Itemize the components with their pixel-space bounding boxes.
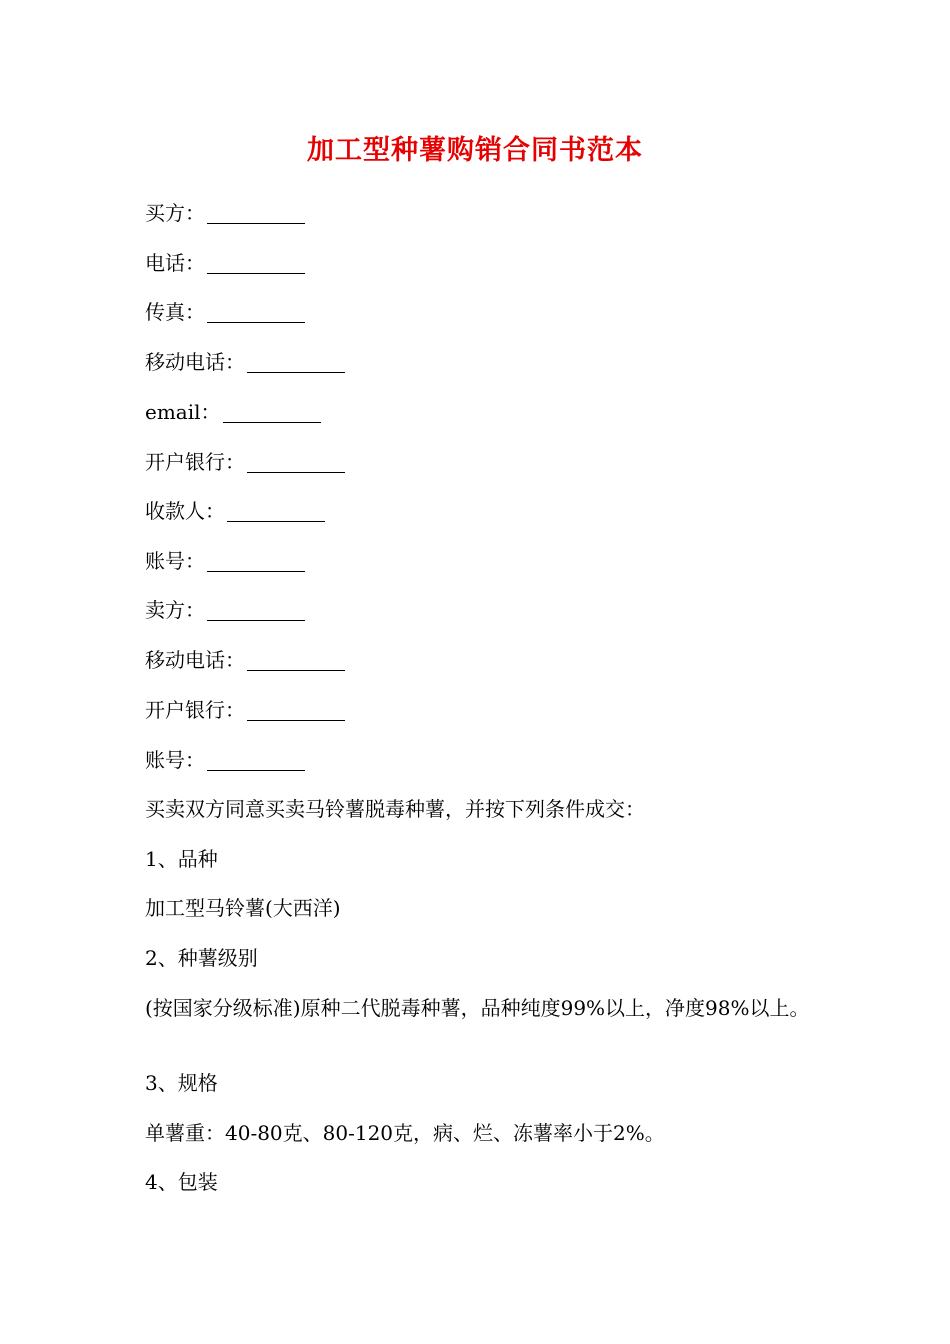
fill-in-blank — [227, 501, 325, 522]
field-mobile — [145, 350, 345, 374]
section-heading: 3、规格 — [145, 1071, 218, 1095]
fill-in-blank — [207, 750, 305, 771]
field-label: 买方： — [145, 201, 205, 225]
section-heading: 2、种薯级别 — [145, 946, 258, 970]
field-label: 移动电话： — [145, 648, 245, 672]
section-heading: 1、品种 — [145, 847, 218, 871]
field-email — [145, 400, 321, 424]
field-seller — [145, 598, 305, 622]
fill-in-blank — [207, 302, 305, 323]
field-label: 收款人： — [145, 499, 225, 523]
fill-in-blank — [207, 551, 305, 572]
field-label: 账号： — [145, 549, 205, 573]
field-label: email： — [145, 400, 221, 424]
field-label: 移动电话： — [145, 350, 245, 374]
field-account — [145, 549, 305, 573]
field-phone — [145, 251, 305, 275]
field-label: 开户银行： — [145, 450, 245, 474]
field-payee — [145, 499, 325, 523]
field-buyer — [145, 201, 305, 225]
field-bank — [145, 450, 345, 474]
fill-in-blank — [207, 253, 305, 274]
fill-in-blank — [223, 402, 321, 423]
field-seller-mobile — [145, 648, 345, 672]
section-text: 单薯重：40-80克、80-120克，病、烂、冻薯率小于2%。 — [145, 1121, 665, 1145]
fill-in-blank — [247, 650, 345, 671]
section-heading: 4、包装 — [145, 1170, 218, 1194]
fill-in-blank — [247, 452, 345, 473]
fill-in-blank — [207, 203, 305, 224]
field-label: 卖方： — [145, 598, 205, 622]
field-fax — [145, 300, 305, 324]
fill-in-blank — [247, 352, 345, 373]
fill-in-blank — [207, 600, 305, 621]
field-label: 账号： — [145, 748, 205, 772]
field-seller-bank — [145, 698, 345, 722]
field-label: 电话： — [145, 251, 205, 275]
field-seller-account — [145, 748, 305, 772]
section-text: 加工型马铃薯(大西洋) — [145, 896, 341, 920]
field-label: 开户银行： — [145, 698, 245, 722]
field-label: 传真： — [145, 300, 205, 324]
section-text: (按国家分级标准)原种二代脱毒种薯，品种纯度99%以上，净度98%以上。 — [145, 996, 810, 1020]
intro-paragraph: 买卖双方同意买卖马铃薯脱毒种薯，并按下列条件成交： — [145, 797, 645, 821]
document-title: 加工型种薯购销合同书范本 — [307, 135, 643, 166]
fill-in-blank — [247, 700, 345, 721]
